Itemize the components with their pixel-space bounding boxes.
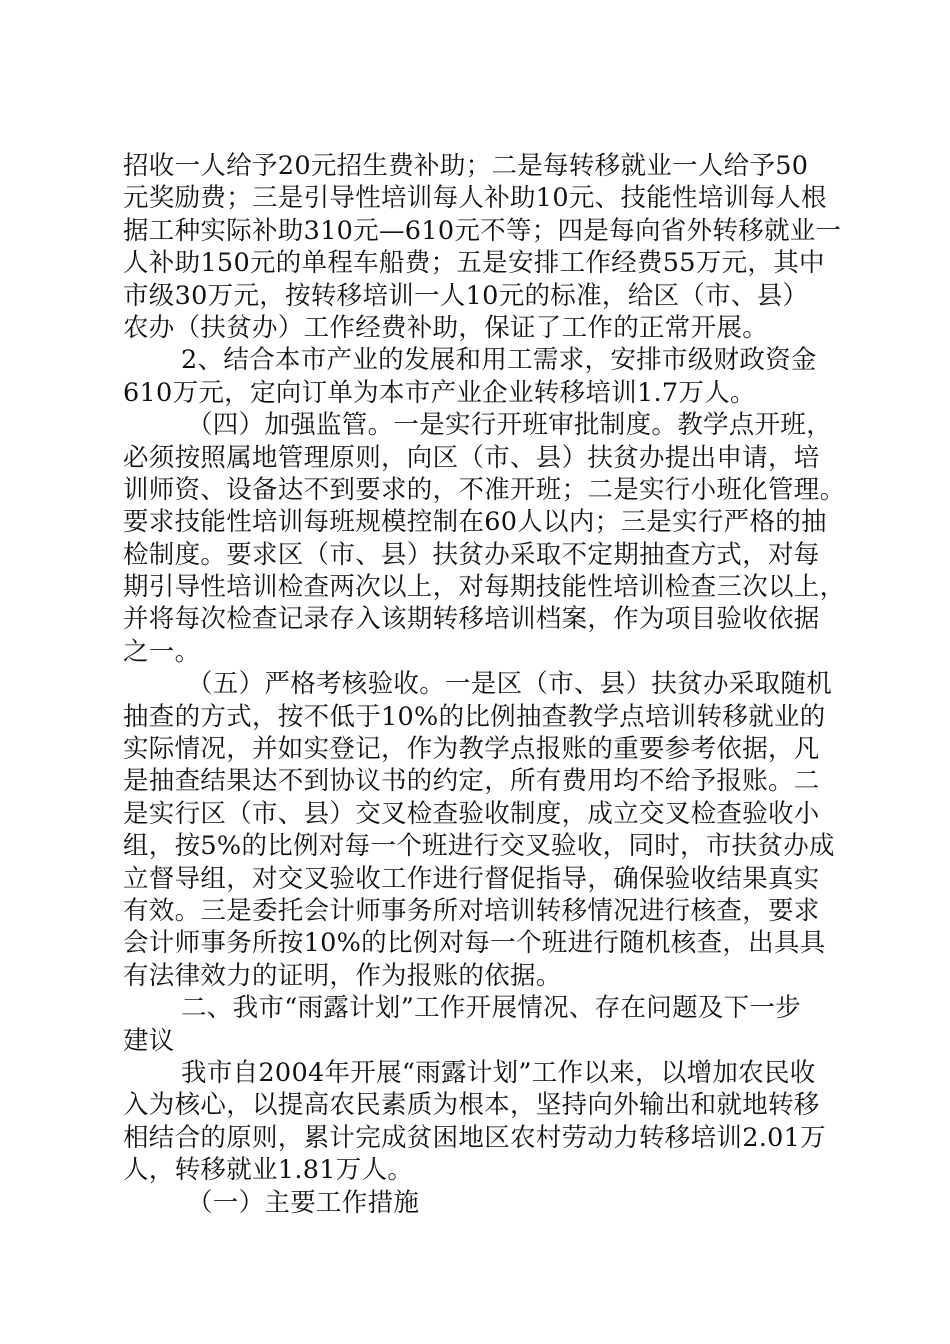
paragraph-overview (123, 1057, 833, 1187)
text-line: 之一。 (123, 636, 201, 667)
text-line: （一）主要工作措施 (187, 1187, 420, 1218)
paragraph-subsidy-continuation (123, 150, 842, 344)
text-line: 2、结合本市产业的发展和用工需求，安排市级财政资金 (181, 345, 817, 376)
text-line: 检制度。要求区（市、县）扶贫办采取不定期抽查方式，对每 (123, 539, 820, 570)
text-line: 人补助150元的单程车船费；五是安排工作经费55万元，其中 (123, 248, 825, 279)
text-line: 必须按照属地管理原则，向区（市、县）扶贫办提出申请，培 (123, 442, 820, 473)
text-line: 农办（扶贫办）工作经费补助，保证了工作的正常开展。 (123, 312, 769, 343)
text-line: 招收一人给予20元招生费补助；二是每转移就业一人给予50 (123, 151, 809, 181)
text-line: 是实行区（市、县）交叉检查验收制度，成立交叉检查验收小 (123, 798, 820, 829)
text-line: （五）严格考核验收。一是区（市、县）扶贫办采取随机 (187, 669, 833, 700)
text-line: 组，按5%的比例对每一个班进行交叉验收，同时，市扶贫办成 (123, 831, 835, 862)
paragraph-industry-training (123, 344, 833, 409)
document-body (123, 150, 846, 1219)
text-line: 期引导性培训检查两次以上，对每期技能性培训检查三次以上， (123, 572, 846, 603)
text-line: 有法律效力的证明，作为报账的依据。 (123, 960, 562, 991)
text-line: 入为核心，以提高农民素质为根本，坚持向外输出和就地转移 (123, 1090, 820, 1121)
subheading (123, 1187, 833, 1219)
paragraph-acceptance (123, 668, 833, 992)
text-line: 610万元，定向订单为本市产业企业转移培训1.7万人。 (123, 377, 756, 408)
text-line: 相结合的原则，累计完成贫困地区农村劳动力转移培训2.01万 (123, 1122, 826, 1153)
text-line: 立督导组，对交叉验收工作进行督促指导，确保验收结果真实 (123, 863, 820, 894)
text-line: 训师资、设备达不到要求的，不准开班；二是实行小班化管理。 (123, 474, 846, 505)
text-line: 元奖励费；三是引导性培训每人补助10元、技能性培训每人根 (123, 183, 827, 214)
text-line: 要求技能性培训每班规模控制在60人以内；三是实行严格的抽 (123, 507, 827, 538)
text-line: 有效。三是委托会计师事务所对培训转移情况进行核查，要求 (123, 895, 820, 926)
text-line: 我市自2004年开展“雨露计划”工作以来，以增加农民收 (181, 1057, 816, 1088)
text-line: 二、我市“雨露计划”工作开展情况、存在问题及下一步 (181, 993, 802, 1024)
text-line: （四）加强监管。一是实行开班审批制度。教学点开班， (187, 410, 833, 441)
text-line: 实际情况，并如实登记，作为教学点报账的重要参考依据，凡 (123, 734, 820, 765)
text-line: 人，转移就业1.81万人。 (123, 1155, 414, 1186)
text-line: 是抽查结果达不到协议书的约定，所有费用均不给予报账。二 (123, 766, 820, 797)
section-heading (123, 992, 833, 1057)
text-line: 据工种实际补助310元—610元不等；四是每向省外转移就业一 (123, 215, 842, 246)
text-line: 建议 (123, 1025, 175, 1056)
paragraph-supervision (123, 409, 846, 668)
text-line: 市级30万元，按转移培训一人10元的标准，给区（市、县） (123, 280, 809, 311)
text-line: 会计师事务所按10%的比例对每一个班进行随机核查，出具具 (123, 928, 826, 959)
text-line: 并将每次检查记录存入该期转移培训档案，作为项目验收依据 (123, 604, 820, 635)
text-line: 抽查的方式，按不低于10%的比例抽查教学点培训转移就业的 (123, 701, 826, 732)
